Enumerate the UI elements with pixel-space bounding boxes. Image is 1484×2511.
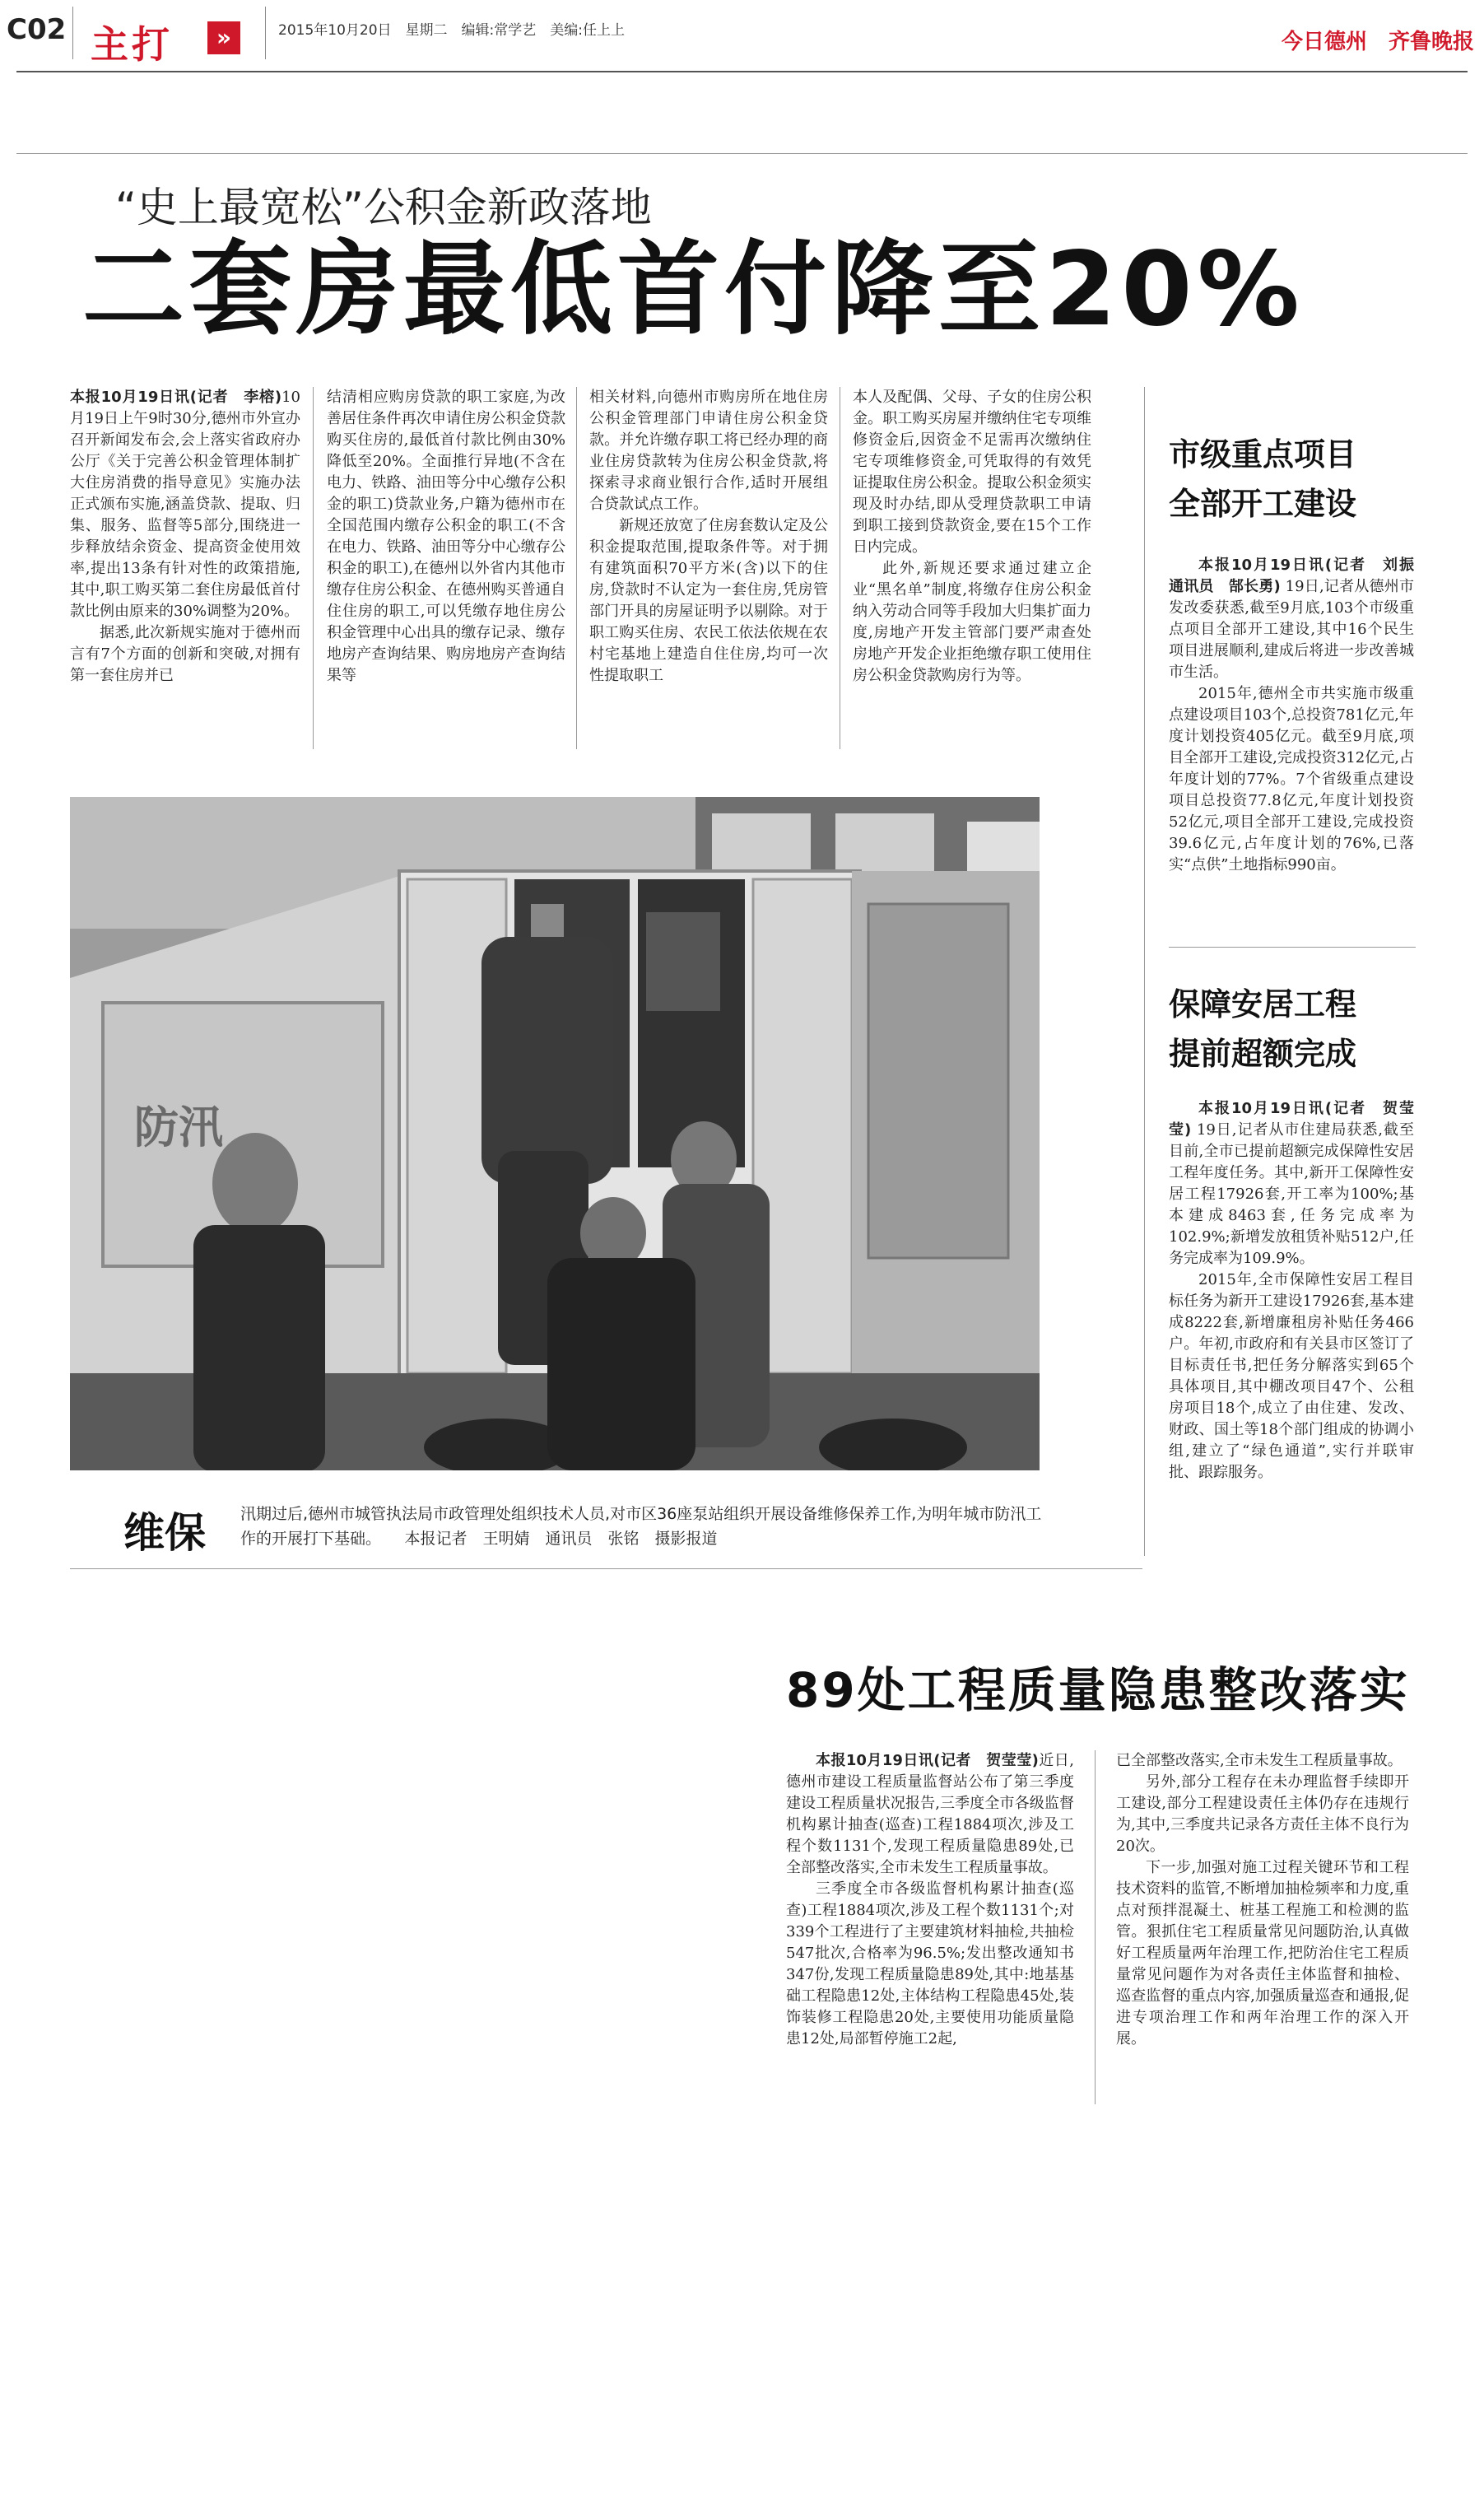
paragraph: 2015年,德州全市共实施市级重点建设项目103个,总投资781亿元,年度计划投资405亿元。截至9月底,项目全部开工建设,完成投资312亿元,占年度计划的77%。7个省级重点建设项目总投资77.8亿元,年度计划投资52亿元,项目全部开工建设,完成投资39.6亿元,占年度计划的76%,已落实“点供”土地指标990亩。 xyxy=(1169,685,1414,873)
headline-kicker: “史上最宽松”公积金新政落地 xyxy=(115,184,652,231)
paragraph: 19日,记者从德州市发改委获悉,截至9月底,103个市级重点项目全部开工建设,其中16个民生项目进展顺利,建成后将进一步改善城市生活。 xyxy=(1169,578,1414,681)
paragraph: 已全部整改落实,全市未发生工程质量事故。 xyxy=(1116,1752,1403,1769)
top-rule xyxy=(16,153,1468,154)
paragraph: 新规还放宽了住房套数认定及公积金提取范围,提取条件等。对于拥有建筑面积70平方米(含)以下的住房,贷款时不认定为一套住房,凭房管部门开具的房屋证明予以剔除。对于职工购买住房、农民工依法依规在农村宅基地上建造自住住房,均可一次性提取职工 xyxy=(589,517,828,684)
side-story-2-body xyxy=(1169,1098,1414,1484)
paragraph: 三季度全市各级监督机构累计抽查(巡查)工程1884项次,涉及工程个数1131个;对339个工程进行了主要建筑材料抽检,共抽检547批次,合格率为96.5%;发出整改通知书347份,发现工程质量隐患89处,其中:地基基础工程隐患12处,主体结构工程隐患45处,装饰装修工程隐患20处,主要使用功能质量隐患12处,局部暂停施工2起, xyxy=(786,1880,1074,2047)
title-line: 全部开工建设 xyxy=(1169,486,1357,522)
title-line: 市级重点项目 xyxy=(1169,436,1357,473)
main-column-4 xyxy=(853,387,1091,687)
newspaper-name: 今日德州 齐鲁晚报 xyxy=(1281,30,1474,54)
column-divider xyxy=(576,387,577,749)
photo-caption-tag: 维保 xyxy=(123,1509,206,1557)
story-3-column-1 xyxy=(786,1750,1074,2050)
section-arrow-icon: » xyxy=(207,21,240,54)
dateline: 本报10月19日讯(记者 贺莹莹) xyxy=(816,1752,1039,1769)
paragraph: 相关材料,向德州市购房所在地住房公积金管理部门申请住房公积金贷款。并允许缴存职工将已经办理的商业住房贷款转为住房公积金贷款,将探索寻求商业银行合作,适时开展组合贷款试点工作。 xyxy=(589,389,828,513)
paragraph: 此外,新规还要求通过建立企业“黑名单”制度,将缴存住房公积金纳入劳动合同等手段加大归集扩面力度,房地产开发主管部门要严肃查处房地产开发企业拒绝缴存职工使用住房公积金贷款购房行为等。 xyxy=(853,560,1091,684)
side-story-1-body xyxy=(1169,555,1429,876)
truck-label: 防汛 xyxy=(134,1102,223,1153)
paragraph: 据悉,此次新规实施对于德州而言有7个方面的创新和突破,对拥有第一套住房并已 xyxy=(70,624,300,684)
paragraph: 下一步,加强对施工过程关键环节和工程技术资料的监管,不断增加抽检频率和力度,重点对预拌混凝土、桩基工程施工和检测的监管。狠抓住宅工程质量常见问题防治,认真做好工程质量两年治理工作,把防治住宅工程质量常见问题作为对各责任主体监督和抽检、巡查监督的重点内容,加强质量巡查和通报,促进专项治理工作和两年治理工作的深入开展。 xyxy=(1116,1859,1409,2047)
paragraph: 10月19日上午9时30分,德州市外宣办召开新闻发布会,会上落实省政府办公厅《关于完善公积金管理体制扩大住房消费的指导意见》实施办法正式颁布实施,涵盖贷款、提取、归集、服务、监督等5部分,围绕进一步释放结余资金、提高资金使用效率,提出13条有针对性的政策措施,其中,职工购买第二套住房最低首付款比例由原来的30%调整为20%。 xyxy=(70,389,300,620)
paragraph: 结清相应购房贷款的职工家庭,为改善居住条件再次申请住房公积金贷款购买住房的,最低首付款比例由30%降低至20%。全面推行异地(不含在电力、铁路、油田等分中心缴存公积金的职工)贷款业务,户籍为德州市在全国范围内缴存公积金的职工(不含在电力、铁路、油田等分中心缴存公积金的职工),在德州以外省内其他市缴存住房公积金、在德州购买普通自住住房的职工,可以凭缴存地住房公积金管理中心出具的缴存记录、缴存地房产查询结果、购房地房产查询结果等 xyxy=(327,389,565,684)
dateline: 本报10月19日讯(记者 刘振 通讯员 郜长勇) xyxy=(1169,557,1429,595)
sidebar-rule xyxy=(1169,947,1416,948)
paragraph: 2015年,全市保障性安居工程目标任务为新开工建设17926套,基本建成8222套,新增廉租房补贴任务466户。年初,市政府和有关县市区签订了目标责任书,把任务分解落实到65个具体项目,其中棚改项目47个、公租房项目18个,成立了由住建、发改、财政、国土等18个部门组成的协调小组,建立了“绿色通道”,实行并联审批、跟踪服务。 xyxy=(1169,1271,1414,1481)
side-story-2-title xyxy=(1169,980,1356,1078)
main-column-1 xyxy=(70,387,300,687)
news-photo xyxy=(70,797,1040,1470)
paragraph: 19日,记者从市住建局获悉,截至目前,全市已提前超额完成保障性安居工程年度任务。其中,新开工保障性安居工程17926套,开工率为100%;基本建成8463套,任务完成率为102.9%;新增发放租赁补贴512户,任务完成率为109.9%。 xyxy=(1169,1121,1414,1267)
main-column-3 xyxy=(589,387,828,687)
paragraph: 另外,部分工程存在未办理监督手续即开工建设,部分工程建设责任主体仍存在违规行为,其中,三季度共记录各方责任主体不良行为20次。 xyxy=(1116,1773,1409,1855)
paragraph: 本人及配偶、父母、子女的住房公积金。职工购买房屋并缴纳住宅专项维修资金后,因资金不足需再次缴纳住宅专项维修资金,可凭取得的有效凭证提取住房公积金。提取公积金须实现及时办结,即从受理贷款职工申请到职工接到贷款资金,要在15个工作日内完成。 xyxy=(853,389,1091,556)
header-divider xyxy=(72,7,73,59)
column-divider xyxy=(1095,1750,1096,2104)
page-headline: 二套房最低首付降至20% xyxy=(82,231,1305,349)
side-story-1-title xyxy=(1169,430,1356,529)
story-3-column-2 xyxy=(1116,1750,1409,2050)
header-divider xyxy=(265,7,266,59)
page-number: C02 xyxy=(7,13,67,46)
story-3-title: 89处工程质量隐患整改落实 xyxy=(786,1662,1410,1718)
title-line: 提前超额完成 xyxy=(1169,1036,1357,1072)
dateline: 本报10月19日讯(记者 贺莹莹) xyxy=(1169,1100,1414,1139)
title-line: 保障安居工程 xyxy=(1169,986,1357,1023)
paragraph: 近日,德州市建设工程质量监督站公布了第三季度建设工程质量状况报告,三季度全市各级监督机构累计抽查(巡查)工程1884项次,涉及工程个数1131个,发现工程质量隐患89处,已全部整改落实,全市未发生工程质量事故。 xyxy=(786,1752,1074,1876)
issue-meta: 2015年10月20日 星期二 编辑:常学艺 美编:任上上 xyxy=(278,22,625,39)
column-divider xyxy=(313,387,314,749)
section-title: 主打 xyxy=(91,22,173,67)
photo-caption: 汛期过后,德州市城管执法局市政管理处组织技术人员,对市区36座泵站组织开展设备维修保养工作,为明年城市防汛工作的开展打下基础。 本报记者 王明婧 通讯员 张铭 摄影报道 xyxy=(240,1505,1042,1548)
section-rule xyxy=(70,1568,1142,1569)
photo-illustration xyxy=(70,797,1040,1470)
sidebar-divider xyxy=(1144,387,1145,1556)
main-column-2 xyxy=(327,387,565,687)
dateline: 本报10月19日讯(记者 李榕) xyxy=(70,389,282,406)
header-rule xyxy=(16,71,1468,72)
